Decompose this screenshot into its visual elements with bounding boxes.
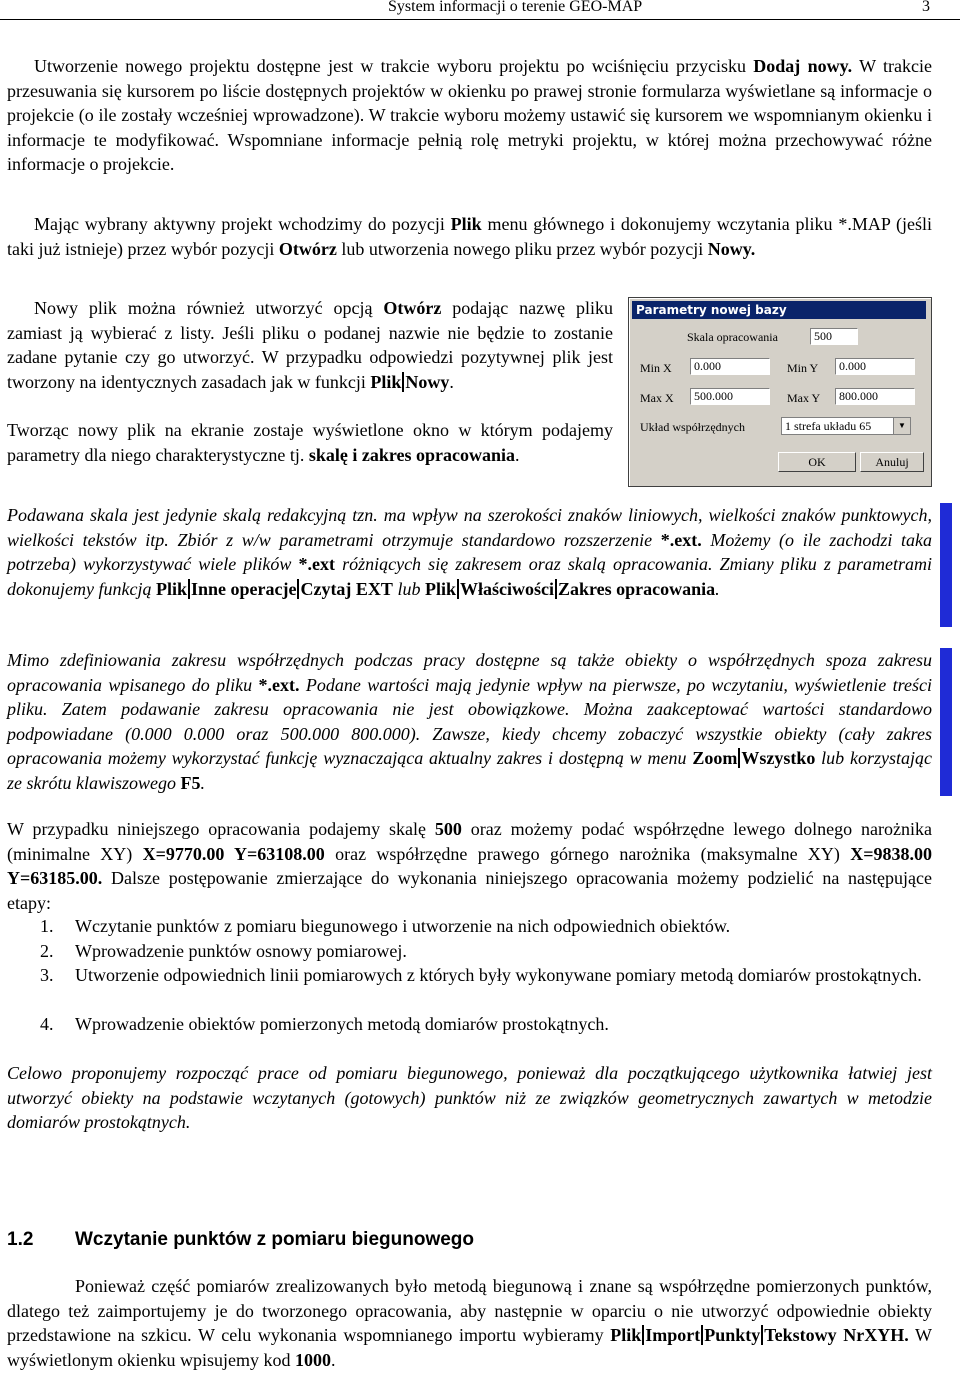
text: lub utworzenia nowego pliku przez wybór pozycji <box>336 238 708 259</box>
bold-term: Plik <box>450 214 482 234</box>
text: menu głównego i dokonujemy wczytania pliku *.MAP (jeśli taki już istnieje) przez wybór pozycji <box>7 214 932 259</box>
bold-term: Otwórz <box>278 238 337 259</box>
text: W wyświetlonym okienku wpisujemy kod <box>7 1325 932 1370</box>
list-item-number: 2. <box>40 941 54 961</box>
paragraph-open-file <box>7 212 932 261</box>
bold-term: Dodaj nowy. <box>753 56 853 76</box>
list-item-number: 1. <box>40 916 54 936</box>
bold-term: 500 <box>434 819 462 839</box>
paragraph-new-project <box>7 54 932 177</box>
paragraph-scale-info <box>7 503 932 601</box>
text: Utworzenie nowego projektu dostępne jest w trakcie wyboru projektu po wciśnięciu przycisku <box>34 56 754 76</box>
menu-separator <box>642 1325 644 1345</box>
text: Tworząc nowy plik na ekranie zostaje wyświetlone okno w którym podajemy parametry dla niego charakterystyczne tj. <box>7 420 613 465</box>
bold-term: *.ext. <box>258 674 300 695</box>
change-bar <box>940 503 952 627</box>
list-item: Utworzenie odpowiednich linii pomiarowych z których były wykonywane pomiary metodą domiarów prostokątnych. <box>75 965 922 985</box>
bold-term: Plik <box>155 578 187 599</box>
list-item: Wprowadzenie punktów osnowy pomiarowej. <box>75 941 407 961</box>
page-header <box>0 0 960 20</box>
header-title: System informacji o terenie GEO-MAP <box>388 0 643 15</box>
text: Dalsze postępowanie zmierzające do wykonania niniejszego opracowania możemy podzielić na następujące etapy: <box>7 868 932 913</box>
max-x-label: Max X <box>640 391 674 405</box>
bold-term: Wszystko <box>741 748 816 769</box>
section-number: 1.2 <box>7 1229 34 1250</box>
min-x-input[interactable]: 0.000 <box>690 358 770 375</box>
text: . <box>715 578 720 599</box>
bold-term: Tekstowy NrXYH. <box>764 1325 909 1346</box>
bold-term: X=9838.00 Y=63185.00. <box>7 843 932 889</box>
chevron-down-icon[interactable]: ▼ <box>893 418 910 434</box>
coordinate-system-label: Układ współrzędnych <box>640 420 745 434</box>
bold-term: F5 <box>180 772 201 793</box>
text: podając nazwę pliku zamiast ją wybierać z listy. Jeśli pliku o podanej nazwie nie będzie to zostanie zadane pytanie czy go utworzyć. W przypadku odpowiedzi pozytywnej plik jest tworzony na identycznych zasadach jak w funkcji <box>7 298 614 392</box>
bold-term: *.ext <box>298 554 335 575</box>
bold-term: Plik <box>424 578 456 599</box>
bold-term: Czytaj EXT <box>300 578 393 599</box>
bold-term: Właściwości <box>459 578 554 599</box>
coordinate-system-value: 1 strefa układu 65 <box>785 419 872 433</box>
text: . <box>449 371 454 392</box>
text: oraz współrzędne prawego górnego narożnika (maksymalne XY) <box>324 843 851 864</box>
menu-separator <box>188 579 190 599</box>
scale-input[interactable]: 500 <box>810 328 858 345</box>
scale-label: Skala opracowania <box>687 330 778 344</box>
text: Mimo zdefiniowania zakresu współrzędnych podczas pracy dostępne są także obiekty o współrzędnych spoza zakresu opracowania wpisanego do pliku <box>7 650 932 695</box>
max-y-label: Max Y <box>787 391 821 405</box>
text: . <box>200 772 205 793</box>
text: W przypadku niniejszego opracowania podajemy skalę <box>7 819 435 839</box>
min-x-label: Min X <box>640 361 672 375</box>
bold-term: Otwórz <box>383 298 442 318</box>
min-y-input[interactable]: 0.000 <box>835 358 915 375</box>
list-item-number: 3. <box>40 965 54 985</box>
paragraph-recommendation: Celowo proponujemy rozpocząć prace od pomiaru biegunowego, ponieważ dla początkującego użytkownika łatwiej jest utworzyć obiekty na podstawie wczytanych (gotowych) punktów niż ze związków geometrycznych zawartych w metodzie domiarów prostokątnych. <box>7 1063 932 1133</box>
bold-term: Plik <box>370 371 402 392</box>
list-item-number: 4. <box>40 1014 54 1034</box>
paragraph-import <box>7 1274 932 1372</box>
bold-term: 1000 <box>294 1349 331 1370</box>
bold-term: Nowy <box>405 371 450 392</box>
menu-separator <box>555 579 557 599</box>
bold-term: Zakres opracowania <box>557 578 716 599</box>
text: W trakcie przesuwania się kursorem po liście dostępnych projektów w okienku po prawej stronie formularza wyświetlane są informacje o projekcie (o ile zostały wcześniej wprowadzone). W trakcie wyboru możemy ustawić się kursorem we wspomnianym okienku i informacje te modyfikować. Wspomniane informacje pełnią rolę metryki projektu, w której można przechowywać różne informacje o projekcie. <box>7 56 932 175</box>
text: Mając wybrany aktywny projekt wchodzimy do pozycji <box>34 214 451 234</box>
dialog-title: Parametry nowej bazy <box>632 301 926 319</box>
menu-separator <box>761 1325 763 1345</box>
text: różniących się zakresem oraz skalą opracowania. Zmiany pliku z parametrami dokonujemy funkcją <box>7 554 933 599</box>
change-bar <box>940 648 952 796</box>
max-y-input[interactable]: 800.000 <box>835 388 915 405</box>
text: . <box>330 1349 336 1370</box>
bold-term: Punkty <box>704 1325 761 1346</box>
bold-term: Import <box>645 1325 701 1346</box>
max-x-input[interactable]: 500.000 <box>690 388 770 405</box>
list-item: Wczytanie punktów z pomiaru biegunowego i utworzenie na nich odpowiednich obiektów. <box>75 916 731 936</box>
bold-term: Zoom <box>692 748 738 769</box>
bold-term: X=9770.00 Y=63108.00 <box>142 843 325 864</box>
page-number: 3 <box>922 0 930 15</box>
text: Podane wartości mają jedynie wpływ na pierwsze, po wczytaniu, wyświetlenie treści pliku. Zatem podawanie zakresu opracowania nie jest obowiązkowe. Można zaakceptować wartości standardowo podpowiadane (0.000 0.000 oraz 500.000 800.000). Zawsze, kiedy chcemy zobaczyć wszystkie obiekty (cały zakres opracowania możemy wykorzystać funkcję wyznaczająca aktualny zakres i dostępną w menu <box>7 674 932 769</box>
bold-term: Plik <box>610 1325 642 1346</box>
text: lub <box>392 578 425 599</box>
text: Ponieważ część pomiarów zrealizowanych było metodą biegunową i znane są współrzędne pomierzonych punktów, dlatego też zaimportujemy je do tworzonego opracowania, aby następnie w oparciu o nie utworzyć odpowiednie obiekty przedstawione na szkicu. W celu wykonania wspomnianego importu wybieramy <box>7 1276 932 1346</box>
text: lub korzystając ze skrótu klawiszowego <box>7 748 932 793</box>
section-title: Wczytanie punktów z pomiaru biegunowego <box>75 1229 475 1250</box>
paragraph-coordinates <box>7 817 932 915</box>
min-y-label: Min Y <box>787 361 819 375</box>
bold-term: Inne operacje <box>190 578 297 599</box>
text: Podawana skala jest jedynie skalą redakcyjną tzn. ma wpływ na szerokości znaków liniowych, wielkości znaków punktowych, wielkości tekstów itp. Zbiór z w/w parametrami otrzymuje standardowo rozszerzenie <box>7 505 932 550</box>
list-item: Wprowadzenie obiektów pomierzonych metodą domiarów prostokątnych. <box>75 1014 609 1034</box>
bold-term: Nowy. <box>707 238 756 259</box>
header-rule <box>0 19 960 20</box>
text: Możemy (o ile zachodzi taka potrzeba) wykorzystywać wiele plików <box>7 529 932 575</box>
coordinate-system-select[interactable] <box>781 417 911 435</box>
paragraph-create-file <box>7 296 613 394</box>
text: Nowy plik można również utworzyć opcją <box>34 298 384 318</box>
ok-button[interactable]: OK <box>778 452 856 472</box>
menu-separator <box>457 579 459 599</box>
menu-separator <box>701 1325 703 1345</box>
bold-term: skalę i zakres opracowania <box>308 444 516 465</box>
text: oraz możemy podać współrzędne lewego dolnego narożnika (minimalne XY) <box>7 819 932 864</box>
bold-term: *.ext. <box>660 529 702 550</box>
cancel-button[interactable]: Anuluj <box>860 452 924 472</box>
paragraph-window <box>7 418 613 467</box>
text: . <box>515 444 520 465</box>
paragraph-range-info <box>7 648 932 796</box>
